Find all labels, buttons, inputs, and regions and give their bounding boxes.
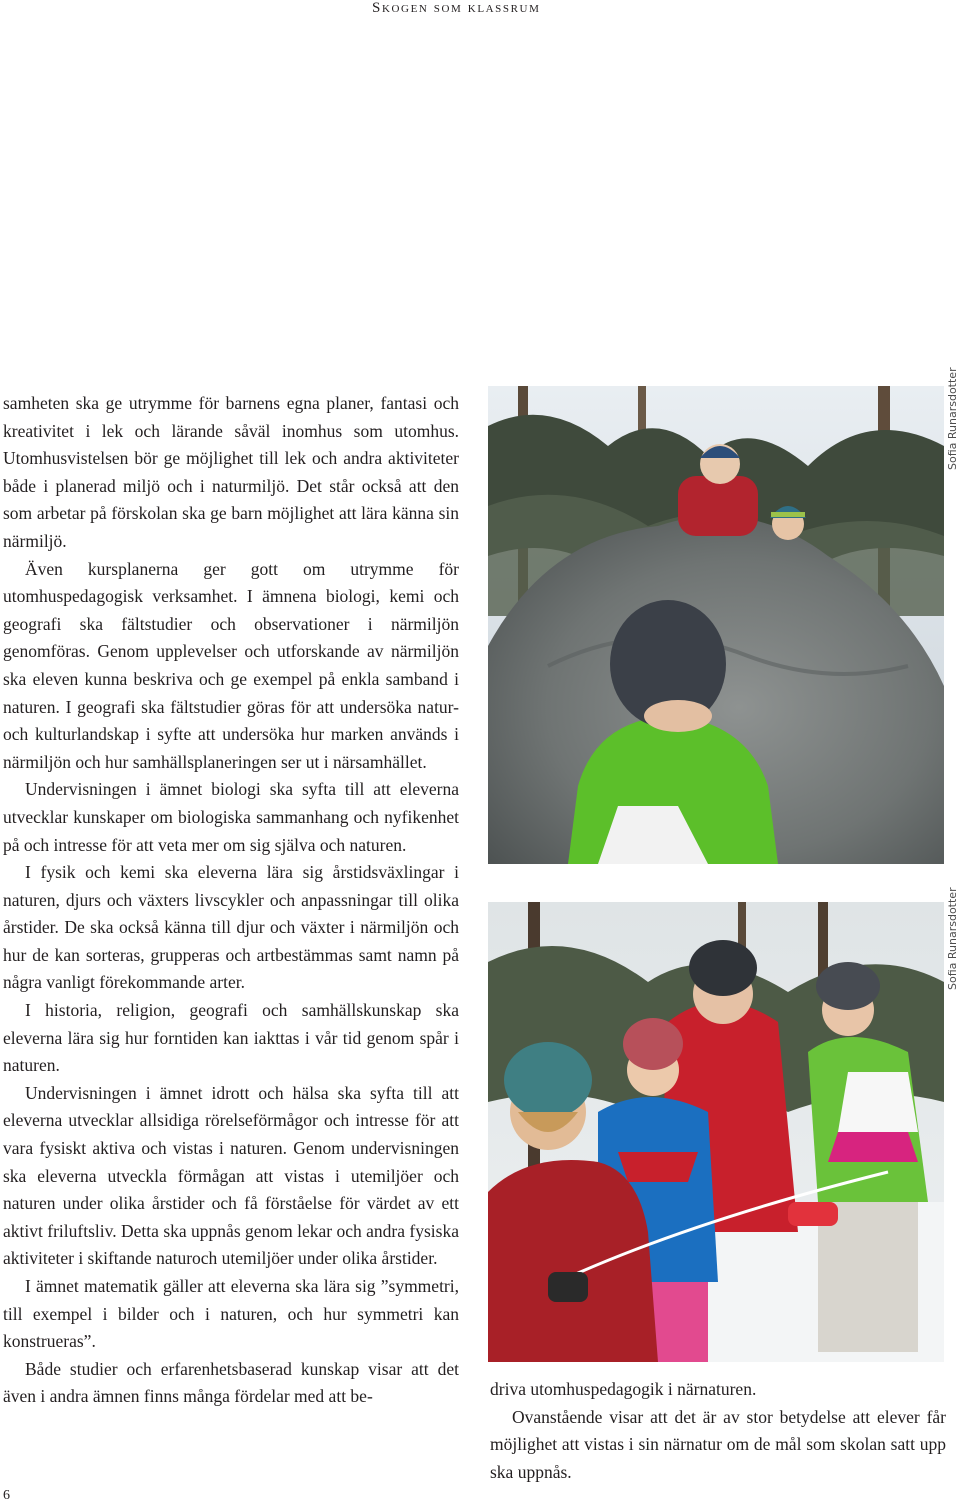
string-photo-illustration [488,902,944,1362]
body-paragraph: samheten ska ge utrymme för barnens egna planer, fantasi och kreativitet i lek och lärande såväl inomhus som utomhus. Utomhusvistelsen bör ge möjlighet till lek och andra aktiviteter både i planerad miljö och i naturmiljö. Det står också att den som arbetar på förskolan ska ge barn möjlighet att lära känna sin närmiljö. [3,393,459,551]
right-column-text [490,1376,946,1486]
photo-children-on-boulder [488,386,944,864]
photo-credit-bottom: Sofia Runarsdotter [946,887,959,990]
photo-children-with-string [488,902,944,1362]
body-text [3,390,459,1411]
body-paragraph: Även kursplanerna ger gott om utrymme för utomhuspedagogisk verksamhet. I ämnena biologi, kemi och geografi ska fältstudier och observationer i närmiljön genomföras. Genom upplevelser och utforskande av närmiljön ska eleven kunna beskriva och ge exempel på enkla samband i naturen. I geografi ska fältstudier göras för att undersöka natur- och kulturlandskap i syfte att undersöka hur marken används i närmiljön och hur samhällsplaneringen ser ut i närsamhället. [3,558,459,772]
photo-credit-top: Sofia Runarsdotter [946,367,959,470]
body-paragraph: I ämnet matematik gäller att eleverna ska lära sig ”symmetri, till exempel i bilder och i naturen, och hur symmetri kan konstrueras”. [3,1276,459,1352]
boulder-photo-illustration [488,386,944,864]
body-paragraph: Undervisningen i ämnet biologi ska syfta till att eleverna utvecklar kunskaper om biologiska sammanhang och nyfikenhet på och intresse för att veta mer om sig själva och naturen. [3,779,459,855]
body-paragraph: I fysik och kemi ska eleverna lära sig årstidsväxlingar i naturen, djurs och växters livscykler och anpassningar till olika årstider. De ska också känna till djur och växter i närmiljön och hur de kan sorteras, grupperas och artbestämmas samt namn på några vanligt förekommande arter. [3,862,459,993]
body-paragraph: I historia, religion, geografi och samhällskunskap ska eleverna lära sig hur forntiden kan iakttas i vår tid genom spår i naturen. [3,1000,459,1076]
running-head: Skogen som klassrum [372,0,541,16]
right-paragraph: Ovanstående visar att det är av stor betydelse att elever får möjlighet att vistas i sin närnatur om de mål som skolan satt upp ska uppnås. [490,1406,946,1482]
right-paragraph: driva utomhuspedagogik i närnaturen. [490,1379,757,1399]
body-paragraph: Både studier och erfarenhetsbaserad kunskap visar att det även i andra ämnen finns många fördelar med att be- [3,1358,459,1407]
body-paragraph: Undervisningen i ämnet idrott och hälsa ska syfta till att eleverna utvecklar allsidiga rörelseförmågor och intresse för att vara fysiskt aktiva och vistas i naturen. Genom undervisningen ska eleverna utveckla förmågan att vistas i utemiljöer och naturen under olika årstider och få förståelse för värdet av ett aktivt friluftsliv. Detta ska uppnås genom lekar och andra fysiska aktiviteter i skiftande naturoch utemiljöer under olika årstider. [3,1082,459,1269]
page-number: 6 [3,1488,10,1503]
